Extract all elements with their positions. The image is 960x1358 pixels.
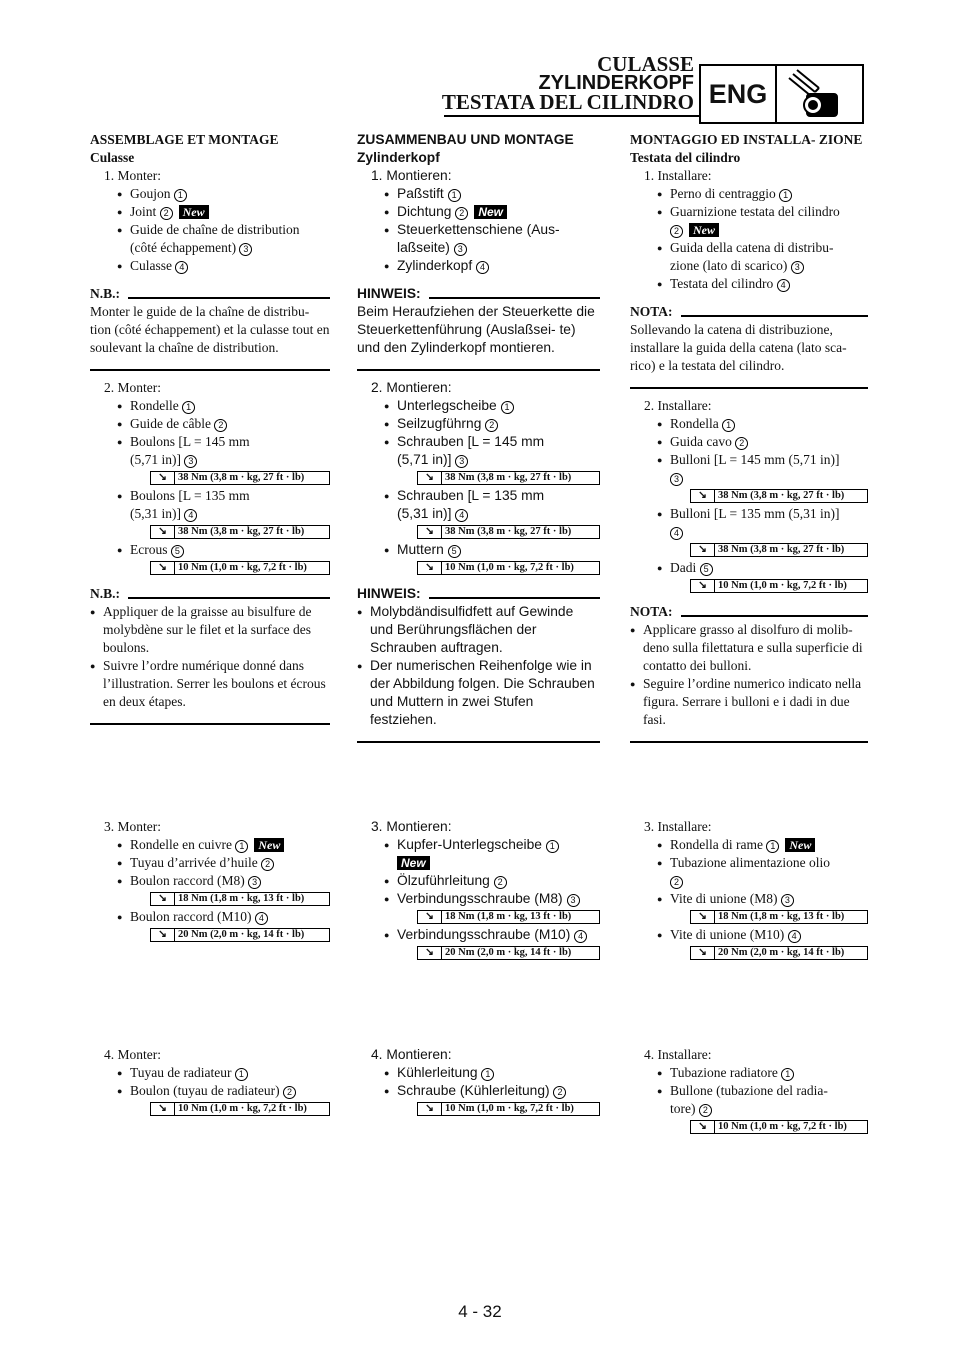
list-item: ● Tubazione alimentazione olio bbox=[630, 854, 868, 872]
page-number: 4 - 32 bbox=[458, 1302, 502, 1321]
torque-spec: ↘ 38 Nm (3,8 m · kg, 27 ft · lb) bbox=[417, 471, 600, 485]
torque-wrench-icon: ↘ bbox=[691, 580, 715, 592]
new-part-badge: New bbox=[254, 838, 284, 852]
torque-spec: ↘ 20 Nm (2,0 m · kg, 14 ft · lb) bbox=[690, 946, 868, 960]
step-4: 4. Montieren: bbox=[371, 1047, 452, 1062]
section-tab bbox=[699, 64, 864, 124]
new-part-badge: New bbox=[397, 856, 430, 870]
column-fr bbox=[90, 131, 330, 733]
torque-spec: ↘ 10 Nm (1,0 m · kg, 7,2 ft · lb) bbox=[690, 579, 868, 593]
section-title: ZUSAMMENBAU UND MONTAGE bbox=[357, 132, 574, 147]
list-item: ● Seilzugführng 2 bbox=[357, 415, 600, 433]
note-item: ● Der numerischen Reihenfolge wie in der Abbildung folgen. Die Schrauben und Muttern in zwei Stufen festziehen. bbox=[357, 657, 600, 729]
torque-wrench-icon: ↘ bbox=[418, 472, 442, 484]
torque-spec: ↘ 10 Nm (1,0 m · kg, 7,2 ft · lb) bbox=[417, 561, 600, 575]
new-part-badge: New bbox=[179, 205, 209, 219]
list-item: ● Testata del cilindro 4 bbox=[630, 275, 868, 293]
step-4: 4. Monter: bbox=[104, 1047, 161, 1062]
header-title-it: TESTATA DEL CILINDRO bbox=[441, 90, 694, 114]
list-item-cont: (5,71 in)] 3 bbox=[357, 451, 600, 469]
list-item: ● Dadi 5 bbox=[630, 559, 868, 577]
list-item: ● Ecrous 5 bbox=[90, 541, 330, 559]
step-1: 1. Monter: bbox=[104, 168, 161, 183]
note-end-rule bbox=[357, 369, 600, 371]
step-2: 2. Installare: bbox=[644, 398, 712, 413]
torque-spec: ↘ 10 Nm (1,0 m · kg, 7,2 ft · lb) bbox=[150, 1102, 330, 1116]
subsection-title: Zylinderkopf bbox=[357, 150, 440, 165]
torque-spec: ↘ 38 Nm (3,8 m · kg, 27 ft · lb) bbox=[417, 525, 600, 539]
step-1: 1. Montieren: bbox=[371, 168, 452, 183]
list-item: ● Joint 2 New bbox=[90, 203, 330, 221]
list-item: ● Kühlerleitung 1 bbox=[357, 1064, 600, 1082]
step-3: 3. Montieren: bbox=[371, 819, 452, 834]
torque-spec: ↘ 10 Nm (1,0 m · kg, 7,2 ft · lb) bbox=[150, 561, 330, 575]
list-item: ● Ölzuführleitung 2 bbox=[357, 872, 600, 890]
torque-wrench-icon: ↘ bbox=[691, 947, 715, 959]
list-item-cont bbox=[357, 854, 600, 872]
torque-wrench-icon: ↘ bbox=[151, 893, 175, 905]
torque-wrench-icon: ↘ bbox=[691, 544, 715, 556]
column-it-step4 bbox=[630, 1046, 868, 1136]
list-item: ● Guide de chaîne de distribution bbox=[90, 221, 330, 239]
list-item: ● Tuyau de radiateur 1 bbox=[90, 1064, 330, 1082]
torque-wrench-icon: ↘ bbox=[418, 1103, 442, 1115]
list-item: ● Boulon raccord (M8) 3 bbox=[90, 872, 330, 890]
note-header: N.B.: bbox=[90, 285, 330, 303]
list-item: ● Boulons [L = 145 mm bbox=[90, 433, 330, 451]
list-item: ● Zylinderkopf 4 bbox=[357, 257, 600, 275]
engine-wrench-icon bbox=[777, 66, 862, 122]
list-item: ● Goujon 1 bbox=[90, 185, 330, 203]
torque-spec: ↘ 10 Nm (1,0 m · kg, 7,2 ft · lb) bbox=[690, 1120, 868, 1134]
torque-wrench-icon: ↘ bbox=[151, 562, 175, 574]
torque-spec: ↘ 38 Nm (3,8 m · kg, 27 ft · lb) bbox=[150, 525, 330, 539]
list-item: ● Muttern 5 bbox=[357, 541, 600, 559]
list-item: ● Perno di centraggio 1 bbox=[630, 185, 868, 203]
note-end-rule bbox=[630, 387, 868, 389]
list-item-cont: zione (lato di scarico) 3 bbox=[630, 257, 868, 275]
step-1: 1. Installare: bbox=[644, 168, 712, 183]
section-title: MONTAGGIO ED INSTALLA- ZIONE bbox=[630, 132, 863, 147]
note-end-rule bbox=[90, 369, 330, 371]
list-item: ● Guida cavo 2 bbox=[630, 433, 868, 451]
list-item-cont: (5,31 in)] 4 bbox=[90, 505, 330, 523]
torque-wrench-icon: ↘ bbox=[151, 472, 175, 484]
list-item: ● Guida della catena di distribu- bbox=[630, 239, 868, 257]
list-item-cont: 3 bbox=[630, 469, 868, 487]
note-item: ● Applicare grasso al disolfuro di molib- deno sulla filettatura e sulla superficie di contatto dei bulloni. bbox=[630, 621, 868, 675]
column-de bbox=[357, 131, 600, 751]
note-end-rule bbox=[630, 741, 868, 743]
torque-spec: ↘ 10 Nm (1,0 m · kg, 7,2 ft · lb) bbox=[417, 1102, 600, 1116]
torque-spec: ↘ 18 Nm (1,8 m · kg, 13 ft · lb) bbox=[690, 910, 868, 924]
note-text: Beim Heraufziehen der Steuerkette die Steuerkettenführung (Auslaßsei- te) und den Zylinderkopf montieren. bbox=[357, 304, 595, 355]
list-item: ● Boulons [L = 135 mm bbox=[90, 487, 330, 505]
list-item: ● Verbindungsschraube (M8) 3 bbox=[357, 890, 600, 908]
list-item: ● Bulloni [L = 145 mm (5,71 in)] bbox=[630, 451, 868, 469]
list-item-cont: 4 bbox=[630, 523, 868, 541]
column-fr-step3 bbox=[90, 818, 330, 944]
list-item: ● Schrauben [L = 135 mm bbox=[357, 487, 600, 505]
page-header bbox=[441, 52, 864, 114]
list-item: ● Dichtung 2 New bbox=[357, 203, 600, 221]
list-item: ● Rondelle en cuivre 1 New bbox=[90, 836, 330, 854]
column-de-step4 bbox=[357, 1046, 600, 1118]
list-item: ● Schrauben [L = 145 mm bbox=[357, 433, 600, 451]
note-header: N.B.: bbox=[90, 585, 330, 603]
note-item: ● Suivre l’ordre numérique donné dans l’illustration. Serrer les boulons et écrous en deux étapes. bbox=[90, 657, 330, 711]
list-item: ● Tubazione radiatore 1 bbox=[630, 1064, 868, 1082]
list-item: ● Tuyau d’arrivée d’huile 2 bbox=[90, 854, 330, 872]
step-2: 2. Monter: bbox=[104, 380, 161, 395]
list-item: ● Rondella di rame 1 New bbox=[630, 836, 868, 854]
note-item: ● Molybdändisulfidfett auf Gewinde und Berührungsflächen der Schrauben auftragen. bbox=[357, 603, 600, 657]
note-header: NOTA: bbox=[630, 603, 868, 621]
subsection-title: Culasse bbox=[90, 150, 135, 165]
list-item-cont: tore) 2 bbox=[630, 1100, 868, 1118]
list-item: ● Boulon (tuyau de radiateur) 2 bbox=[90, 1082, 330, 1100]
list-item: ● Steuerkettenschiene (Aus- bbox=[357, 221, 600, 239]
subsection-title: Testata del cilindro bbox=[630, 150, 741, 165]
new-part-badge: New bbox=[474, 205, 507, 219]
column-it bbox=[630, 131, 868, 751]
list-item: ● Kupfer-Unterlegscheibe 1 bbox=[357, 836, 600, 854]
list-item: ● Guide de câble 2 bbox=[90, 415, 330, 433]
torque-wrench-icon: ↘ bbox=[418, 947, 442, 959]
torque-spec: ↘ 38 Nm (3,8 m · kg, 27 ft · lb) bbox=[690, 489, 868, 503]
new-part-badge: New bbox=[689, 223, 719, 237]
torque-wrench-icon: ↘ bbox=[418, 562, 442, 574]
section-title: ASSEMBLAGE ET MONTAGE bbox=[90, 132, 279, 147]
note-text: Monter le guide de la chaîne de distribu- tion (côté échappement) et la culasse tout en soulevant la chaîne de distribution. bbox=[90, 304, 330, 355]
list-item: ● Vite di unione (M8) 3 bbox=[630, 890, 868, 908]
note-header: HINWEIS: bbox=[357, 285, 600, 303]
list-item: ● Rondelle 1 bbox=[90, 397, 330, 415]
step-3: 3. Installare: bbox=[644, 819, 712, 834]
torque-spec: ↘ 38 Nm (3,8 m · kg, 27 ft · lb) bbox=[150, 471, 330, 485]
list-item: ● Culasse 4 bbox=[90, 257, 330, 275]
section-tag: ENG bbox=[701, 66, 777, 122]
note-header: HINWEIS: bbox=[357, 585, 600, 603]
header-title-de: ZYLINDERKOPF bbox=[538, 72, 694, 94]
torque-wrench-icon: ↘ bbox=[691, 1121, 715, 1133]
torque-spec: ↘ 20 Nm (2,0 m · kg, 14 ft · lb) bbox=[150, 928, 330, 942]
new-part-badge: New bbox=[785, 838, 815, 852]
list-item: ● Schraube (Kühlerleitung) 2 bbox=[357, 1082, 600, 1100]
list-item: ● Bullone (tubazione del radia- bbox=[630, 1082, 868, 1100]
note-header: NOTA: bbox=[630, 303, 868, 321]
list-item: ● Vite di unione (M10) 4 bbox=[630, 926, 868, 944]
list-item-cont: (5,71 in)] 3 bbox=[90, 451, 330, 469]
torque-spec: ↘ 18 Nm (1,8 m · kg, 13 ft · lb) bbox=[150, 892, 330, 906]
step-2: 2. Montieren: bbox=[371, 380, 452, 395]
note-end-rule bbox=[357, 741, 600, 743]
note-item: ● Appliquer de la graisse au bisulfure de molybdène sur le filet et la surface des boulons. bbox=[90, 603, 330, 657]
note-text: Sollevando la catena di distribuzione, installare la guida della catena (lato sca- rico) e la testata del cilindro. bbox=[630, 322, 847, 373]
step-4: 4. Installare: bbox=[644, 1047, 712, 1062]
list-item-cont: 2 bbox=[630, 872, 868, 890]
torque-wrench-icon: ↘ bbox=[151, 929, 175, 941]
header-title-fr: CULASSE bbox=[597, 52, 694, 76]
torque-spec: ↘ 38 Nm (3,8 m · kg, 27 ft · lb) bbox=[690, 543, 868, 557]
list-item: ● Rondella 1 bbox=[630, 415, 868, 433]
list-item: ● Bulloni [L = 135 mm (5,31 in)] bbox=[630, 505, 868, 523]
torque-wrench-icon: ↘ bbox=[418, 526, 442, 538]
torque-wrench-icon: ↘ bbox=[151, 1103, 175, 1115]
list-item: ● Paßstift 1 bbox=[357, 185, 600, 203]
note-item: ● Seguire l’ordine numerico indicato nella figura. Serrare i bulloni e i dadi in due fasi. bbox=[630, 675, 868, 729]
list-item-cont: (côté échappement) 3 bbox=[90, 239, 330, 257]
header-rule bbox=[444, 115, 699, 117]
torque-wrench-icon: ↘ bbox=[691, 911, 715, 923]
list-item: ● Guarnizione testata del cilindro bbox=[630, 203, 868, 221]
torque-wrench-icon: ↘ bbox=[418, 911, 442, 923]
torque-spec: ↘ 18 Nm (1,8 m · kg, 13 ft · lb) bbox=[417, 910, 600, 924]
torque-wrench-icon: ↘ bbox=[151, 526, 175, 538]
list-item: ● Verbindungsschraube (M10) 4 bbox=[357, 926, 600, 944]
list-item: ● Boulon raccord (M10) 4 bbox=[90, 908, 330, 926]
list-item-cont: 2 New bbox=[630, 221, 868, 239]
note-end-rule bbox=[90, 723, 330, 725]
torque-wrench-icon: ↘ bbox=[691, 490, 715, 502]
list-item-cont: (5,31 in)] 4 bbox=[357, 505, 600, 523]
column-de-step3 bbox=[357, 818, 600, 962]
step-3: 3. Monter: bbox=[104, 819, 161, 834]
column-fr-step4 bbox=[90, 1046, 330, 1118]
list-item: ● Unterlegscheibe 1 bbox=[357, 397, 600, 415]
column-it-step3 bbox=[630, 818, 868, 962]
list-item-cont: laßseite) 3 bbox=[357, 239, 600, 257]
torque-spec: ↘ 20 Nm (2,0 m · kg, 14 ft · lb) bbox=[417, 946, 600, 960]
